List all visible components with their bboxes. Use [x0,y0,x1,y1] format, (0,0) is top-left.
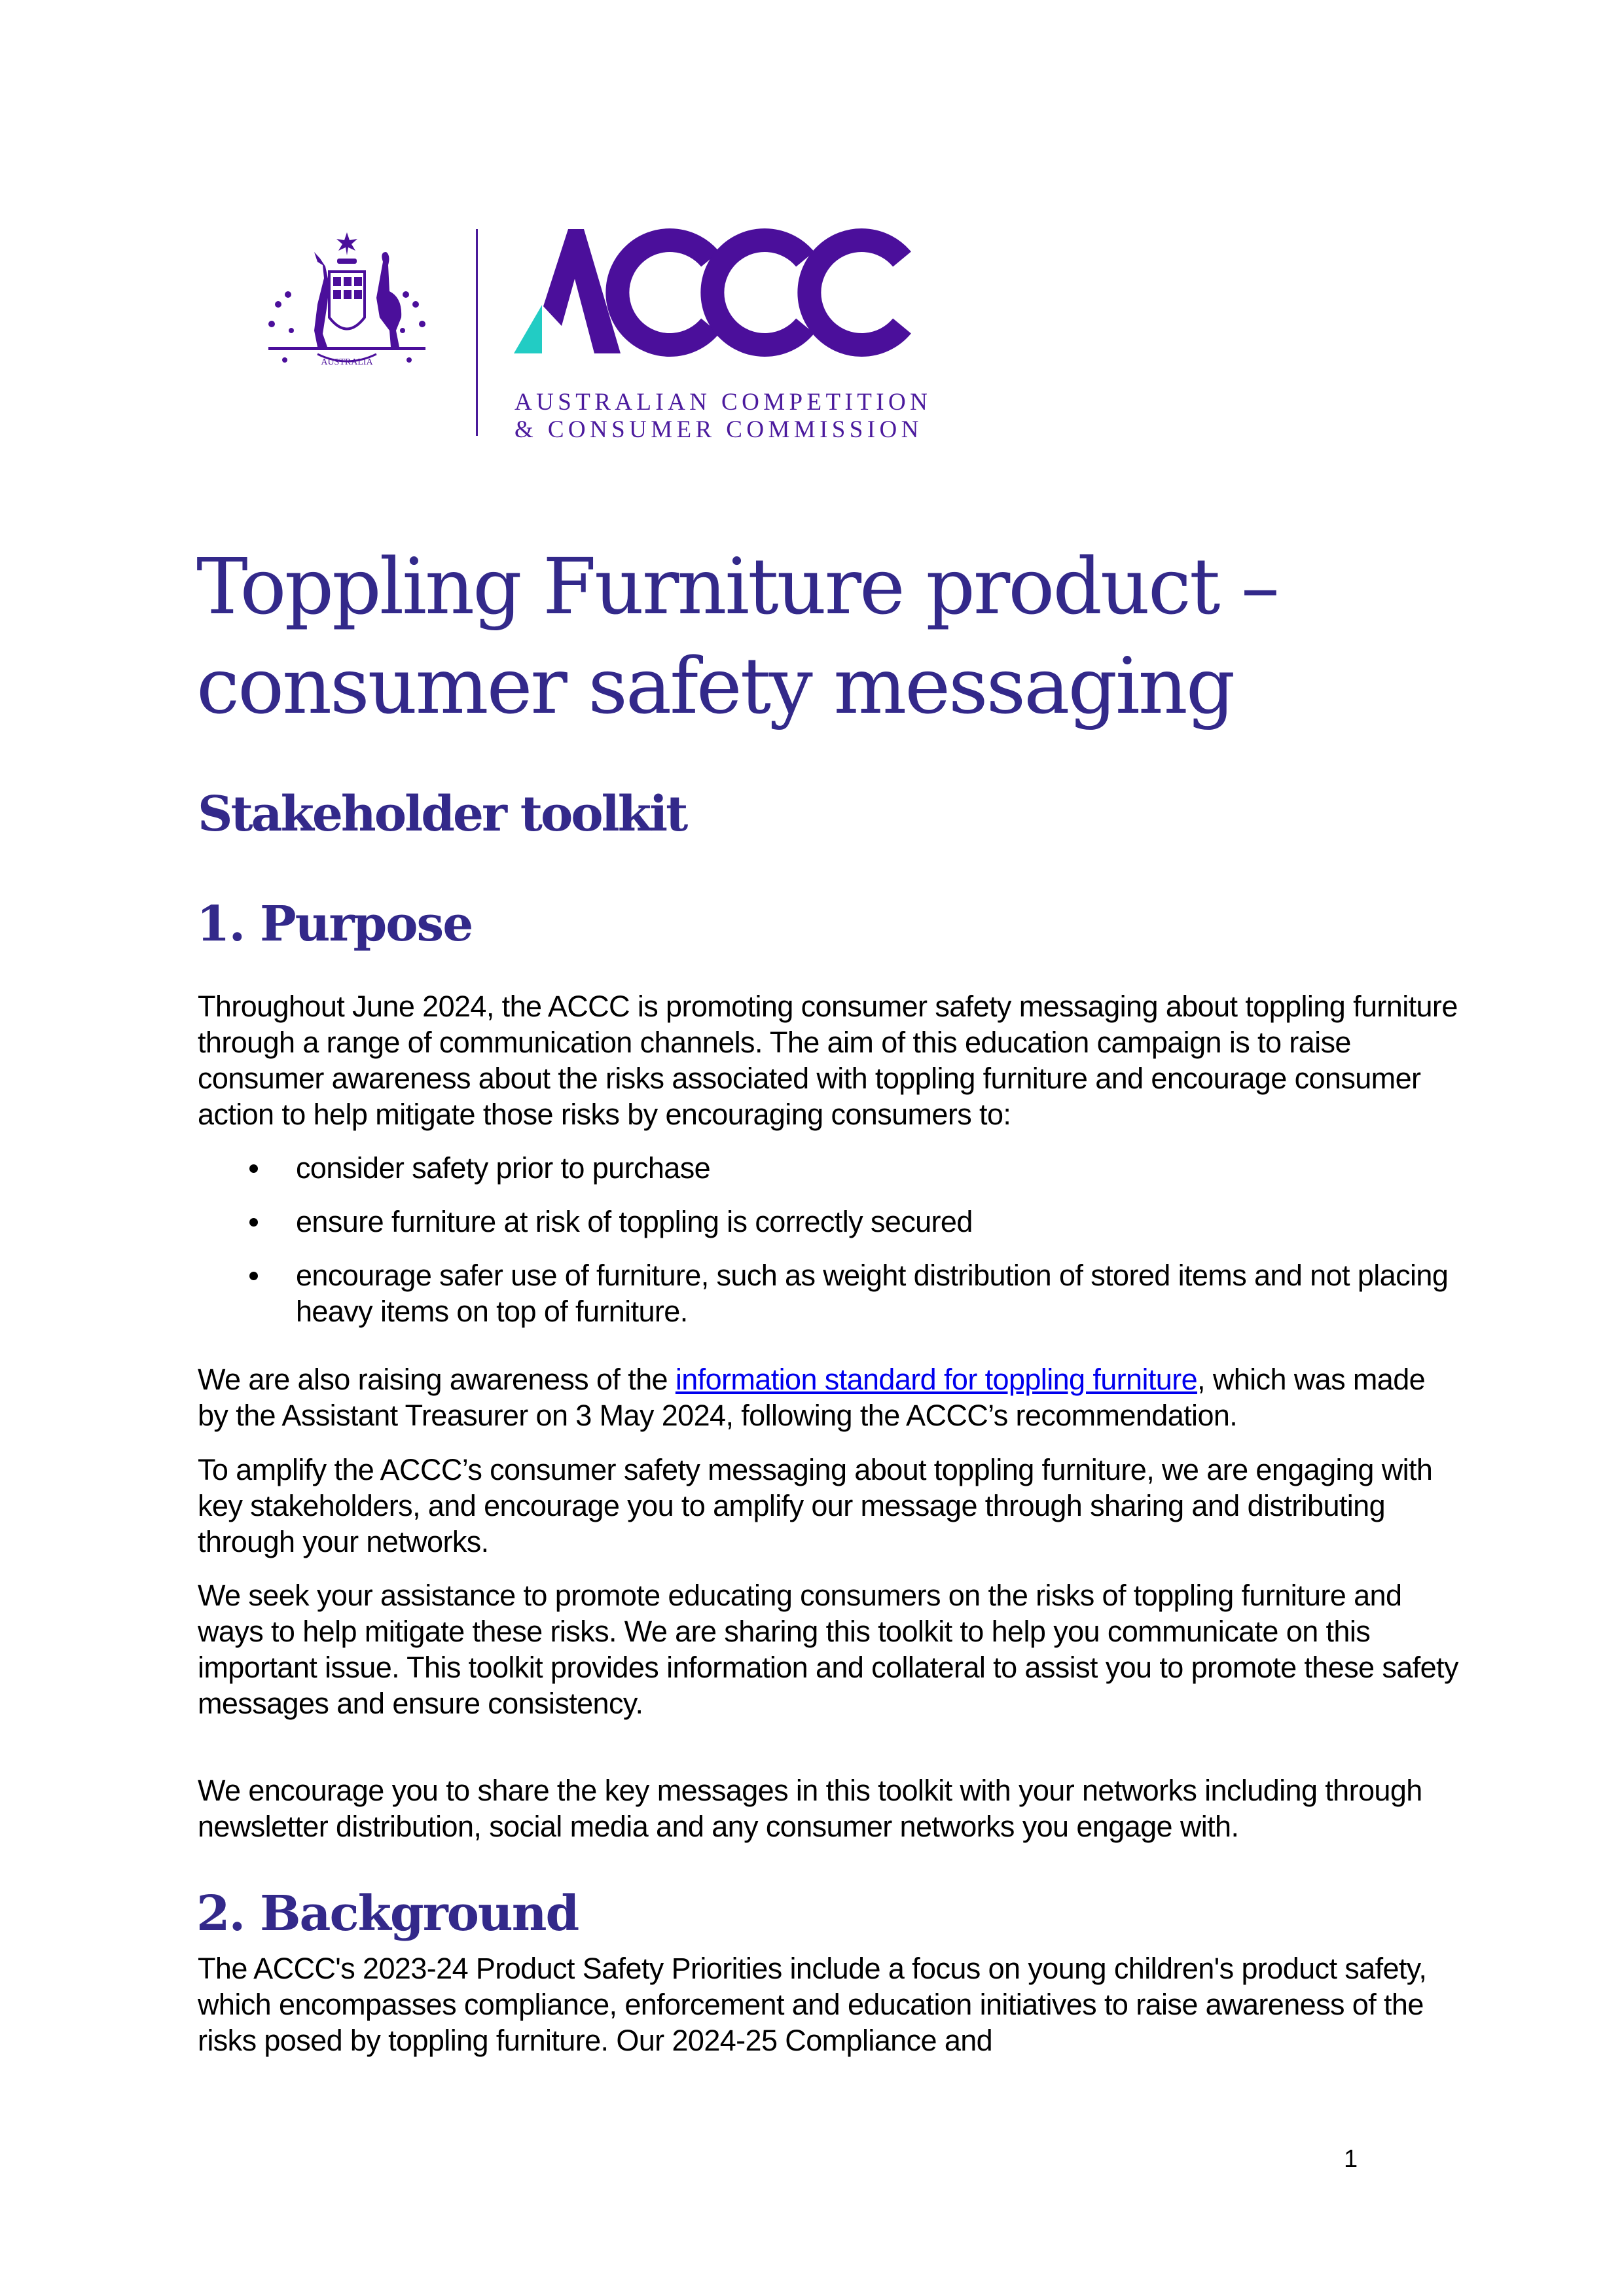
accc-logo-icon [511,228,929,359]
list-item-text: ensure furniture at risk of toppling is correctly secured [296,1205,973,1238]
background-paragraph-1: The ACCC's 2023-24 Product Safety Priorities include a focus on young children's product safety, which encompasses compliance, enforcement and education initiatives to raise awareness of the risks posed by toppling furniture. Our 2024-25 Compliance and [198,1952,1427,2057]
section-heading-purpose: 1. Purpose [196,896,473,952]
purpose-paragraph-3: To amplify the ACCC’s consumer safety messaging about toppling furniture, we are engaging with key stakeholders, and encourage you to amplify our message through sharing and distributing through your networks. [198,1453,1433,1558]
information-standard-link[interactable]: information standard for toppling furniture [675,1363,1198,1396]
document-subtitle: Stakeholder toolkit [198,786,687,842]
purpose-bullet-list [198,1150,1461,1347]
coat-of-arms-icon [252,226,442,373]
section-heading-background: 2. Background [196,1886,579,1942]
paragraph-text: We are also raising awareness of the [198,1363,676,1396]
purpose-paragraph-5: We encourage you to share the key messages in this toolkit with your networks including through newsletter distribution, social media and any consumer networks you engage with. [198,1774,1422,1843]
bullet-icon [249,1164,258,1173]
purpose-paragraph-4: We seek your assistance to promote educating consumers on the risks of toppling furniture and ways to help mitigate these risks. We are sharing this toolkit to help you communicate on this important issue. This toolkit provides information and collateral to assist you to promote these safety messages and ensure consistency. [198,1579,1458,1720]
bullet-icon [249,1272,258,1280]
purpose-paragraph-2 [198,1361,1461,1433]
document-title: Toppling Furniture product – consumer safety messaging [196,541,1278,731]
list-item [198,1150,1461,1186]
org-name-line-1: AUSTRALIAN COMPETITION [514,389,932,416]
page-number: 1 [1344,2145,1358,2173]
org-name-line-2: & CONSUMER COMMISSION [514,416,923,443]
svg-text:AUSTRALIA: AUSTRALIA [321,357,373,367]
list-item-text: consider safety prior to purchase [296,1151,711,1185]
coat-of-arms-logo [252,226,442,373]
list-item-text: encourage safer use of furniture, such as weight distribution of stored items and not placing heavy items on top of furniture. [296,1259,1449,1328]
list-item [198,1204,1461,1240]
list-item [198,1257,1461,1329]
paragraph-text: , which was made by the Assistant Treasurer on 3 May 2024, following the ACCC’s recommendation. [198,1363,1426,1432]
logo-divider [476,229,478,436]
purpose-paragraph-1: Throughout June 2024, the ACCC is promoting consumer safety messaging about toppling furniture through a range of communication channels. The aim of this education campaign is to raise consumer awareness about the risks associated with toppling furniture and encourage consumer action to help mitigate those risks by encouraging consumers to: [198,990,1458,1131]
accc-logo [511,228,929,359]
bullet-icon [249,1218,258,1227]
